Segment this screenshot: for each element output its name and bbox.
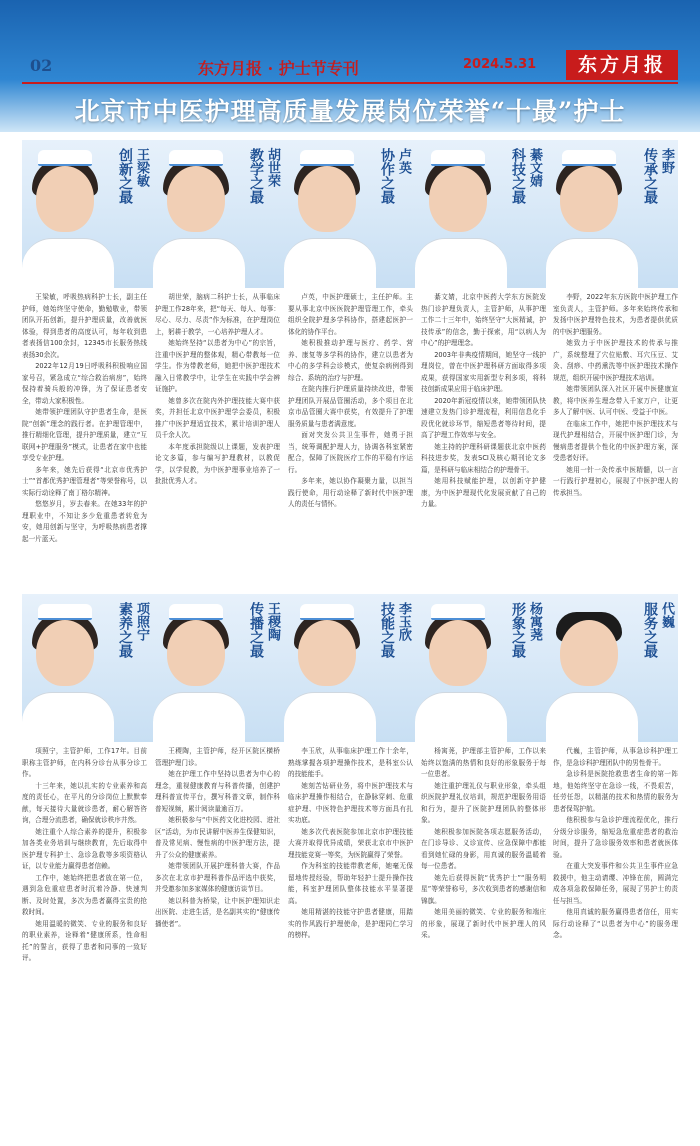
- nurse-honor-title: 传承之最: [642, 148, 658, 204]
- nurse-name: 李野: [659, 148, 674, 174]
- bottom-article-columns: [22, 746, 678, 1136]
- nurse-photo-card: [546, 140, 678, 288]
- nurse-bio: [553, 746, 678, 1136]
- bio-paragraph: 她用精湛的技能守护患者健康，用踏实的作风践行护理使命，是护理同仁学习的榜样。: [288, 908, 413, 939]
- bio-paragraph: 她先后获得医院“优秀护士”“服务明星”等荣誉称号，多次收到患者的感谢信和锦旗。: [421, 873, 546, 905]
- nurse-honor-title: 科技之最: [510, 148, 526, 204]
- bio-paragraph: 她在护理工作中坚持以患者为中心的理念，重视健康教育与科普传播，创建护理科普宣传平台，撰写科普文章，制作科普短视频，累计阅读量逾百万。: [155, 770, 280, 813]
- nurse-bio: [22, 292, 147, 590]
- bio-paragraph: 她带领团队开展护理科普大赛，作品多次在北京市护理科普作品评选中获奖，并受邀参加多家媒体的健康访谈节目。: [155, 862, 280, 893]
- nurse-name: 李玉欣: [396, 602, 411, 641]
- nurse-photo-card: [415, 594, 546, 742]
- masthead-rule: [22, 82, 678, 84]
- bio-paragraph: 他积极参与急诊护理流程优化，推行分级分诊服务，缩短急危重症患者的救治时间，提升了急诊服务效率和患者就医体验。: [553, 816, 678, 859]
- nurse-bio: [421, 292, 546, 590]
- nurse-name: 代巍: [659, 602, 674, 628]
- nurse-honor-title: 技能之最: [379, 602, 395, 658]
- bio-paragraph: 她用温暖的微笑、专业的服务和良好的职业素养，诠释着“健康所系，性命相托”的誓言，获得了患者和同事的一致好评。: [22, 919, 147, 962]
- bio-paragraph: 悠悠岁月，岁去春来。在她33年的护理职业中，不知让多少危重患者转危为安，她用创新与坚守，为呼吸热病患者撑起一片蓝天。: [22, 500, 147, 543]
- nurse-name: 王梁敏: [134, 148, 149, 187]
- nurse-cap-icon: [562, 150, 616, 166]
- bio-paragraph: 她多次代表医院参加北京市护理技能大赛并取得优异成绩，荣获北京市中医护理技能竞赛一等奖，为医院赢得了荣誉。: [288, 827, 413, 859]
- bio-paragraph: 她用一针一灸传承中医精髓，以一言一行践行护理初心，展现了中医护理人的传承担当。: [553, 465, 678, 497]
- top-article-columns: [22, 292, 678, 590]
- bio-paragraph: 十三年来，她以扎实的专业素养和高度的责任心，在平凡的分诊岗位上默默奉献，每天接待大量就诊患者，耐心解答咨询，合理分流患者，确保就诊秩序井然。: [22, 781, 147, 824]
- bio-paragraph: 她注重个人综合素养的提升，积极参加各类业务培训与继续教育，先后取得中医护理专科护士、急诊急救等多项资格认证，以专业能力赢得患者信赖。: [22, 827, 147, 870]
- nurse-photo-card: [153, 140, 284, 288]
- bio-paragraph: 面对突发公共卫生事件，她勇于担当，统筹调配护理人力，协调各科室紧密配合，保障了医院医疗工作的平稳有序运行。: [288, 431, 413, 474]
- nurse-cap-icon: [38, 150, 92, 166]
- nurse-honor-title: 形象之最: [510, 602, 526, 658]
- bio-paragraph: 胡世荣，脑病二科护士长，从事临床护理工作28年来，把“每天、每人、每事：尽心、尽力、尽责”作为标准，在护理岗位上，躬耕于教学，一心培养护理人才。: [155, 293, 280, 336]
- bio-paragraph: 李野，2022年东方医院中医护理工作室负责人，主管护师。多年来始终传承和发扬中医护理特色技术，为患者提供优质的中医护理服务。: [553, 293, 678, 336]
- bio-paragraph: 綦文婧，北京中医药大学东方医院发热门诊护理负责人，主管护师，从事护理工作二十三年中，始终坚守“大医精诚，护技传承”的信念，勤于探索，用“以病人为中心”的护理理念。: [421, 293, 546, 347]
- masthead: [0, 52, 700, 80]
- bio-paragraph: 多年来，她先后获得“北京市优秀护士”“首都优秀护理管理者”等荣誉称号，以实际行动诠释了南丁格尔精神。: [22, 465, 147, 497]
- bio-paragraph: 在临床工作中，她把中医护理技术与现代护理相结合，开展中医护理门诊，为慢病患者提供个性化的中医护理方案，深受患者好评。: [553, 419, 678, 462]
- bio-paragraph: 她致力于中医护理技术的传承与推广，系统整理了穴位贴敷、耳穴压豆、艾灸、刮痧、中药熏洗等中医护理技术操作规范，组织开展中医护理技术培训。: [553, 339, 678, 382]
- bottom-photo-row: [22, 594, 678, 742]
- bio-paragraph: 在重大突发事件和公共卫生事件应急救援中，他主动请缨、冲锋在前，圆满完成各项急救保障任务，展现了男护士的责任与担当。: [553, 862, 678, 905]
- bio-paragraph: 她主持的护理科研课题获北京中医药科技进步奖，发表SCI及核心期刊论文多篇，是科研与临床相结合的护理骨干。: [421, 442, 546, 474]
- bio-paragraph: 他用真诚的服务赢得患者信任，用实际行动诠释了“以患者为中心”的服务理念。: [553, 908, 678, 939]
- bio-paragraph: 王梁敏，呼吸热病科护士长，副主任护师，她始终坚守使命，勤勉敬业，带领团队开拓创新，提升护理质量，改善就医体验，得到患者的高度认可，每年收到患者表扬信100余封，12345市长服务热线表扬30余次。: [22, 293, 147, 359]
- nurse-cap-icon: [38, 604, 92, 620]
- nurse-cap-icon: [169, 150, 223, 166]
- nurse-photo-card: [22, 140, 153, 288]
- nurse-honor-title: 传播之最: [248, 602, 264, 658]
- bio-paragraph: 她带领团队深入社区开展中医健康宣教，将中医养生理念带入千家万户，让更多人了解中医、认可中医、受益于中医。: [553, 385, 678, 416]
- bio-paragraph: 本年度承担院级以上课题，发表护理论文多篇，参与编写护理教材，以教促学，以学促教，为中医护理事业培养了一批批优秀人才。: [155, 442, 280, 485]
- bio-paragraph: 她注重护理礼仪与职业形象，牵头组织医院护理礼仪培训，规范护理服务用语和行为，提升了医院护理团队的整体形象。: [421, 781, 546, 824]
- nurse-photo-card: [153, 594, 284, 742]
- bio-paragraph: 她积极参加医院各项志愿服务活动，在门诊导诊、义诊宣传、应急保障中都能看到她忙碌的身影，用真诚的服务温暖着每一位患者。: [421, 827, 546, 870]
- nurse-name: 杨寓荛: [527, 602, 542, 641]
- newspaper-logo: 东方月报: [566, 50, 678, 80]
- nurse-bio: [421, 746, 546, 1136]
- bio-paragraph: 2022年12月19日呼吸科积极响应国家号召，紧急成立“综合救治病房”，始终保持着骑兵般的冲锋，为了保证患者安全，带动大家积极性。: [22, 362, 147, 405]
- nurse-cap-icon: [431, 604, 485, 620]
- bio-paragraph: 在院内推行护理质量持续改进，带领护理团队开展品管圈活动，多个项目在北京市品管圈大赛中获奖，有效提升了护理服务质量与患者满意度。: [288, 385, 413, 428]
- nurse-name: 胡世荣: [265, 148, 280, 187]
- bio-paragraph: 杨寓荛，护理部主管护师，工作以来始终以饱满的热情和良好的形象服务于每一位患者。: [421, 747, 546, 778]
- nurse-photo-card: [546, 594, 678, 742]
- bio-paragraph: 她以科普为桥梁，让中医护理知识走出医院、走进生活，是名副其实的“健康传播使者”。: [155, 896, 280, 928]
- nurse-photo-card: [22, 594, 153, 742]
- bio-paragraph: 急诊科是医院抢救患者生命的第一阵地，他始终坚守在急诊一线，不畏艰苦，任劳任怨，以精湛的技术和热情的服务为患者保驾护航。: [553, 770, 678, 813]
- bio-paragraph: 多年来，她以协作凝聚力量，以担当践行使命，用行动诠释了新时代中医护理人的责任与情怀。: [288, 477, 413, 508]
- bio-paragraph: 她积极推动护理与医疗、药学、营养、康复等多学科的协作，建立以患者为中心的多学科会诊模式，使复杂病例得到综合、系统的治疗与护理。: [288, 339, 413, 382]
- nurse-name: 王稷陶: [265, 602, 280, 641]
- bio-paragraph: 卢英，中医护理硕士，主任护师。主要从事北京中医医院护理管理工作，牵头组织全院护理多学科协作，搭建起医护一体化的协作平台。: [288, 293, 413, 336]
- nurse-bio: [22, 746, 147, 1136]
- nurse-bio: [288, 292, 413, 590]
- bio-paragraph: 项照宁，主管护师，工作17年。目前职称主管护师，在内科分诊台从事分诊工作。: [22, 747, 147, 778]
- issue-date: 2024.5.31: [463, 57, 537, 72]
- nurse-bio: [553, 292, 678, 590]
- bio-paragraph: 作为科室的技能带教老师，她毫无保留地传授经验，帮助年轻护士提升操作技能，科室护理团队整体技能水平显著提高。: [288, 862, 413, 905]
- bio-paragraph: 王稷陶，主管护师，经开区院区横桥管理护理门诊。: [155, 747, 280, 767]
- nurse-bio: [288, 746, 413, 1136]
- bio-paragraph: 她始终坚持“以患者为中心”的宗旨，注重中医护理的整体观，精心带教每一位学生。作为带教老师，她把中医护理技术融入日常教学中，让学生在实践中学会辨证施护。: [155, 339, 280, 393]
- nurse-honor-title: 创新之最: [117, 148, 133, 204]
- bio-paragraph: 2020年新冠疫情以来，她带领团队快速建立发热门诊护理流程，利用信息化手段优化就诊环节，缩短患者等待时间，提高了护理工作效率与安全。: [421, 396, 546, 439]
- bio-paragraph: 2003年非典疫情期间，她坚守一线护理岗位，曾在中医护理科研方面取得多项成果，获得国家实用新型专利多项，将科技创新成果应用于临床护理。: [421, 350, 546, 393]
- bio-paragraph: 李玉欣，从事临床护理工作十余年，熟练掌握各项护理操作技术，是科室公认的技能能手。: [288, 747, 413, 778]
- nurse-bio: [155, 292, 280, 590]
- nurse-photo-card: [284, 140, 415, 288]
- nurse-cap-icon: [300, 150, 354, 166]
- paper-name: 东方月报 · 护士节专刊: [198, 59, 359, 78]
- top-photo-row: [22, 140, 678, 288]
- bio-paragraph: 工作中，她始终把患者放在第一位，遇到急危重症患者时沉着冷静、快速判断、及时处置，多次为患者赢得宝贵的抢救时间。: [22, 873, 147, 916]
- nurse-honor-title: 素养之最: [117, 602, 133, 658]
- bio-paragraph: 她用美丽的微笑、专业的服务和端庄的形象，展现了新时代中医护理人的风采。: [421, 908, 546, 939]
- nurse-honor-title: 协作之最: [379, 148, 395, 204]
- nurse-name: 项照宁: [134, 602, 149, 641]
- bio-paragraph: 她用科技赋能护理，以创新守护健康，为中医护理现代化发展贡献了自己的力量。: [421, 477, 546, 508]
- bio-paragraph: 她积极参与“中医药文化进校园、进社区”活动，为市民讲解中医养生保健知识，普及常见病、慢性病的中医护理方法，提升了公众的健康素养。: [155, 816, 280, 859]
- bio-paragraph: 她曾多次在院内外护理技能大赛中获奖，并担任北京中医护理学会委员，积极推广中医护理适宜技术，累计培训护理人员千余人次。: [155, 396, 280, 439]
- nurse-cap-icon: [431, 150, 485, 166]
- nurse-cap-icon: [300, 604, 354, 620]
- nurse-photo-card: [415, 140, 546, 288]
- bio-paragraph: 代巍，主管护师，从事急诊科护理工作，是急诊科护理团队中的男性骨干。: [553, 747, 678, 767]
- nurse-name: 綦文婧: [527, 148, 542, 187]
- nurse-name: 卢英: [396, 148, 411, 174]
- nurse-cap-icon: [169, 604, 223, 620]
- bio-paragraph: 她刻苦钻研业务，将中医护理技术与临床护理操作相结合，在静脉穿刺、危重症护理、中医特色护理技术等方面具有扎实功底。: [288, 781, 413, 824]
- nurse-honor-title: 教学之最: [248, 148, 264, 204]
- nurse-photo-card: [284, 594, 415, 742]
- page-headline: 北京市中医护理高质量发展岗位荣誉“十最”护士: [74, 97, 626, 126]
- page-number: 02: [30, 56, 53, 75]
- bio-paragraph: 她带领护理团队守护患者生命，是医院“创新”理念的践行者。在护理管理中，推行精细化管理，提升护理质量，建立“互联网+护理服务”模式，让患者在家中也能享受专业护理。: [22, 408, 147, 462]
- nurse-bio: [155, 746, 280, 1136]
- nurse-honor-title: 服务之最: [642, 602, 658, 658]
